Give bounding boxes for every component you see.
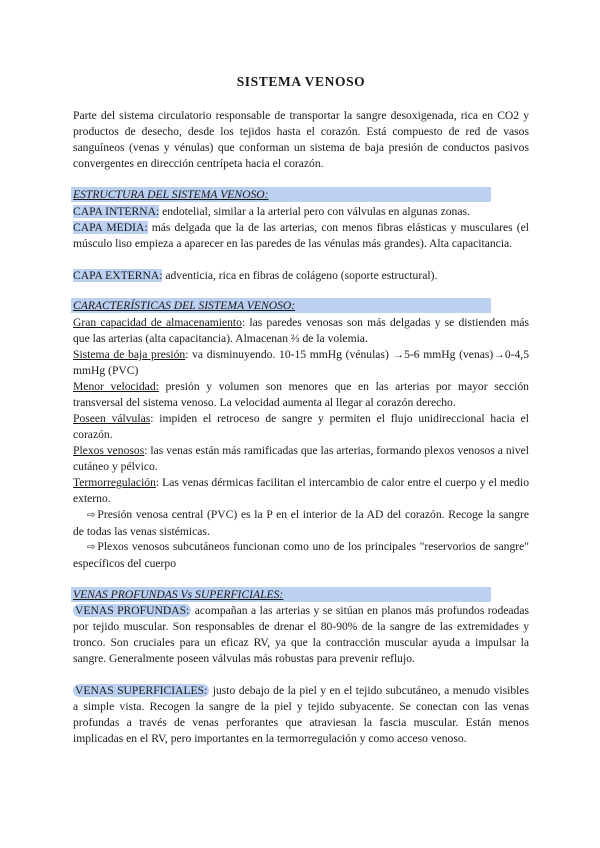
valvulas-paragraph [73,411,529,443]
capa-externa-text: adventicia, rica en fibras de colágeno (soporte estructural). [162,269,438,282]
termorregulacion-paragraph [73,475,529,507]
pvc-bullet-text: Presión venosa central (PVC) es la P en el interior de la AD del corazón. Recoge la sangre de todas las venas sistémicas. [73,508,529,538]
baja-presion-paragraph [73,347,529,379]
capa-externa-label: CAPA EXTERNA: [73,269,163,282]
capa-media-text: más delgada que la de las arterias, con menos fibras elásticas y musculares (el músculo liso empieza a aparecer en las paredes de las vénulas más grandes). Alta capacitancia. [73,221,529,250]
plexos-paragraph [73,443,529,475]
venas-profundas-text: acompañan a las arterias y se sitúan en planos más profundos rodeadas por tejido muscular. Son responsables de drenar el 80-90% de la sangre de las extremidades y tronco. Son cruciales para un eficaz RV, ya que la contracción muscular ayuda a impulsar la sangre. Generalmente poseen válvulas más robustas para prevenir reflujo. [73,604,529,665]
reservorio-bullet [73,539,529,572]
intro-paragraph: Parte del sistema circulatorio responsable de transportar la sangre desoxigenada, rica en CO2 y productos de desecho, desde los tejidos hasta el corazón. Está compuesto de red de vasos sanguíneos (venas y vénulas) que conforman un sistema de baja presión de conductos pasivos convergentes en dirección centrípeta hacia el corazón. [73,109,529,170]
capa-interna-text: endotelial, similar a la arterial pero con válvulas en algunas zonas. [159,205,470,218]
almacenamiento-label: Gran capacidad de almacenamiento [73,316,242,329]
termorregulacion-label: Termorregulación [73,476,156,489]
venas-superficiales-text: justo debajo de la piel y en el tejido subcutáneo, a menudo visibles a simple vista. Recogen la sangre de la piel y tejido subyacente. Se conectan con las venas profundas a través de venas perforantes que atraviesan la fascia muscular. Están menos implicadas en el RV, pero importantes en la termorregulación y como acceso venoso. [73,684,529,745]
plexos-label: Plexos venosos [73,444,145,457]
valvulas-text: : impiden el retroceso de sangre y permiten el flujo unidireccional hacia el corazón. [73,412,529,441]
valvulas-label: Poseen válvulas [73,412,151,425]
almacenamiento-text: : las paredes venosas son más delgadas y se distienden más que las arterias (alta capacitancia). Almacenan ⅔ de la volemia. [73,316,530,345]
section-heading-venas: VENAS PROFUNDAS Vs SUPERFICIALES: [73,588,284,601]
almacenamiento-paragraph [73,315,529,347]
menor-velocidad-text: presión y volumen son menores que en las arterias por mayor sección transversal del sistema venoso. La velocidad aumenta al llegar al corazón derecho. [73,380,529,409]
venas-profundas-label: VENAS PROFUNDAS: [75,604,190,617]
pvc-bullet [73,507,529,540]
page-title: SISTEMA VENOSO [236,74,366,89]
arrow-right-icon: ⇨ [87,510,96,521]
reservorio-bullet-text: Plexos venosos subcutáneos funcionan como uno de los principales "reservorios de sangre" específicos del cuerpo [73,540,529,570]
venas-superficiales-label: VENAS SUPERFICIALES: [75,684,208,697]
plexos-text: : las venas están más ramificadas que las arterias, formando plexos venosos a nivel cutáneo y pélvico. [73,444,530,473]
capa-interna-paragraph [73,204,529,220]
capa-media-paragraph [73,220,529,252]
capa-interna-label: CAPA INTERNA: [73,205,160,218]
capa-media-label: CAPA MEDIA: [73,221,148,234]
section-heading-estructura: ESTRUCTURA DEL SISTEMA VENOSO: [73,188,269,201]
capa-externa-paragraph [73,268,529,284]
menor-velocidad-label: Menor velocidad: [73,380,159,393]
section-heading-caracteristicas: CARACTERÍSTICAS DEL SISTEMA VENOSO: [73,299,296,312]
baja-presion-text: : va disminuyendo. 10-15 mmHg (vénulas) →5-6 mmHg (venas)→0-4,5 mmHg (PVC) [73,348,530,377]
arrow-right-icon: ⇨ [87,542,96,553]
baja-presion-label: Sistema de baja presión [73,348,186,361]
menor-velocidad-paragraph [73,379,529,411]
venas-superficiales-paragraph [73,683,529,747]
venas-profundas-paragraph [73,603,529,667]
termorregulacion-text: : Las venas dérmicas facilitan el intercambio de calor entre el cuerpo y el medio externo. [73,476,529,505]
